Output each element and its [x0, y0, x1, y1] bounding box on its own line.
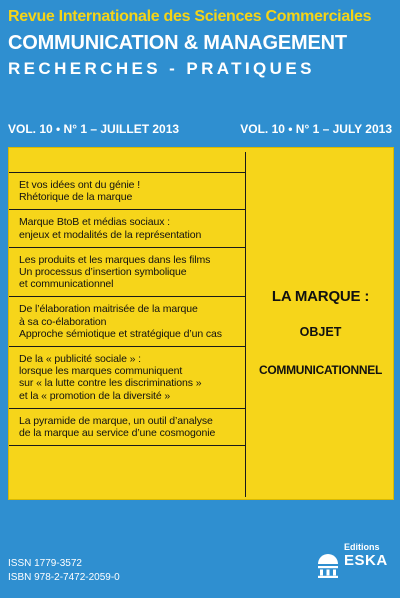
- toc-line: Approche sémiotique et stratégique d’un cas: [19, 327, 222, 340]
- toc-entry: [9, 248, 245, 298]
- volume-info-french: VOL. 10 • N° 1 – JUILLET 2013: [8, 122, 180, 136]
- toc-line: et communicationnel: [19, 278, 114, 291]
- journal-title: COMMUNICATION & MANAGEMENT: [8, 32, 347, 54]
- publisher-label: Editions: [344, 542, 380, 552]
- toc-line: enjeux et modalités de la représentation: [19, 228, 202, 241]
- theme-line: COMMUNICATIONNEL: [259, 363, 382, 377]
- volume-info-english: VOL. 10 • N° 1 – JULY 2013: [240, 122, 392, 136]
- toc-line: Un processus d’insertion symbolique: [19, 266, 187, 279]
- toc-line: Rhétorique de la marque: [19, 191, 133, 204]
- table-of-contents: [9, 172, 245, 446]
- issue-theme: [246, 288, 395, 377]
- toc-line: Marque BtoB et médias sociaux :: [19, 216, 170, 229]
- toc-line: sur « la lutte contre les discriminations »: [19, 377, 202, 390]
- toc-line: De la « publicité sociale » :: [19, 353, 142, 366]
- journal-name: Revue Internationale des Sciences Commerciales: [8, 8, 372, 25]
- publisher-name: ESKA: [344, 552, 388, 569]
- publisher-logo: [310, 540, 390, 590]
- toc-line: Et vos idées ont du génie !: [19, 179, 141, 191]
- toc-entry: [9, 173, 245, 210]
- toc-line: et la « promotion de la diversité »: [19, 389, 171, 402]
- issn-number: ISSN 1779-3572: [8, 558, 82, 569]
- toc-entry: [9, 409, 245, 446]
- toc-line: La pyramide de marque, un outil d’analyse: [19, 414, 213, 427]
- toc-entry: [9, 347, 245, 409]
- toc-line: à sa co-élaboration: [19, 315, 107, 328]
- toc-line: de la marque au service d’une cosmogonie: [19, 427, 216, 440]
- toc-line: Les produits et les marques dans les films: [19, 253, 211, 266]
- isbn-number: ISBN 978-2-7472-2059-0: [8, 572, 120, 583]
- theme-line: LA MARQUE :: [271, 288, 370, 305]
- contents-panel: [8, 147, 394, 500]
- journal-subtitle: RECHERCHES - PRATIQUES: [8, 59, 315, 78]
- toc-line: lorsque les marques communiquent: [19, 365, 183, 378]
- eska-logo-icon: [314, 542, 342, 578]
- toc-entry: [9, 297, 245, 347]
- toc-entry: [9, 210, 245, 247]
- theme-line: OBJET: [299, 325, 342, 339]
- toc-line: De l’élaboration maitrisée de la marque: [19, 303, 198, 316]
